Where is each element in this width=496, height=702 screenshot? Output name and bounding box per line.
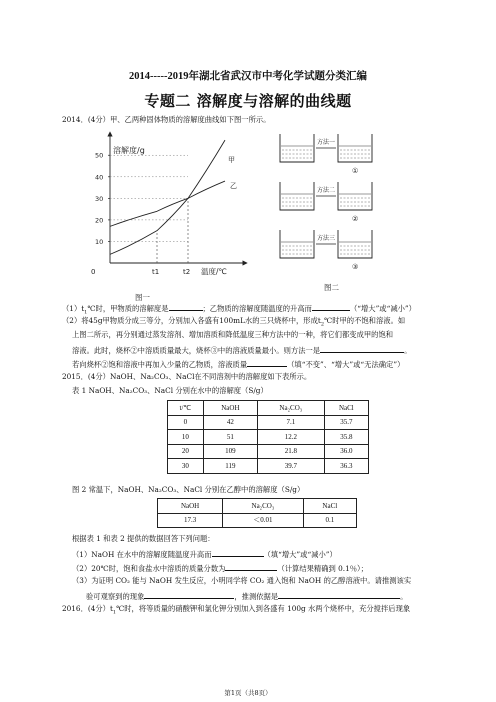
table-row — [168, 444, 369, 459]
series-line-yi — [110, 181, 225, 226]
question-2014-2: （2）将45g甲物质分成三等分，分别加入各盛有100mL水的三只烧杯中，形成$t_2℃$时甲的不饱和溶液。如 — [62, 316, 406, 328]
table-cell: 17.3 — [158, 513, 223, 528]
table-cell: 109 — [203, 444, 257, 459]
question-2015-3: （3）为证明 CO₂ 能与 NaOH 发生反应，小明同学将 CO₂ 通入饱和 NaOH 的乙醇溶液中。请推测该实 — [72, 576, 412, 585]
table-row — [168, 430, 369, 445]
page-footer: 第1页（共8页） — [224, 689, 272, 697]
solubility-chart — [75, 128, 250, 303]
question-2015-lead: 根据表 1 和表 2 提供的数据回答下列问题： — [72, 534, 215, 543]
figure-1-caption: 图一 — [135, 293, 150, 302]
question-2015-intro: 2015．(4分）NaOH、Na₂CO₃、NaCl在不同溶剂中的溶解度如下表所示。 — [62, 372, 312, 381]
table-cell: NaOH — [158, 499, 223, 514]
question-2014-2-line5: 若向烧杯②饱和溶液中再加入少量的乙物质，溶液质量 （填“不变”、“增大”或“无法确定”） — [72, 360, 405, 369]
table-cell: t/℃ — [168, 401, 204, 416]
y-tick-label: 40 — [95, 173, 104, 182]
beaker-label-2: ② — [352, 215, 359, 223]
table-cell: 42 — [203, 415, 257, 430]
table-cell: Na₂CO₃ — [257, 401, 324, 416]
question-2014-2-line4: 溶液。此时，烧杯②中溶质质量最大，烧杯③中的溶液质量最小。则方法一是 。 — [72, 346, 412, 355]
document-title: 2014-----2019年湖北省武汉市中考化学试题分类汇编 — [129, 71, 367, 82]
method-1-label: 方法一 — [317, 139, 336, 146]
table-cell: 7.1 — [257, 415, 324, 430]
table-cell: 30 — [168, 459, 204, 474]
table-cell: 0.1 — [303, 513, 356, 528]
table-cell: NaCl — [303, 499, 356, 514]
table-2-header — [158, 499, 357, 514]
table-cell: NaOH — [203, 401, 257, 416]
question-2014-2-line3: 上图二所示，再分别通过蒸发溶剂、增加溶质和降低温度三种方法中的一种，将它们都变成甲的饱和 — [72, 330, 394, 339]
beaker-diagram — [272, 130, 382, 295]
x-tick-label: t1 — [152, 268, 160, 276]
question-2015-1: （1）NaOH 在水中的溶解度随温度升高而 （填“增大”或“减小”） — [72, 550, 337, 559]
series-line-jia — [110, 140, 225, 254]
question-2015-2: （2）20℃时，饱和食盐水中溶质的质量分数为 （计算结果精确到 0.1％）； — [72, 564, 368, 573]
table-cell: 39.7 — [257, 459, 324, 474]
table-cell: 20 — [168, 444, 204, 459]
y-tick-label: 20 — [95, 216, 104, 225]
y-axis-label: 溶解度/g — [113, 146, 145, 155]
question-2015-3-line2: 验可观察到的现象 ，推测依据是 。 — [86, 592, 408, 601]
table-cell: 119 — [203, 459, 257, 474]
table-cell: Na₂CO₃ — [223, 499, 303, 514]
table-cell: 12.2 — [257, 430, 324, 445]
table-1 — [167, 400, 369, 474]
table-1-caption: 表 1 NaOH、Na₂CO₃、NaCl 分别在水中的溶解度（S/g） — [72, 386, 268, 395]
method-2-label: 方法二 — [317, 187, 336, 194]
table-cell: 36.0 — [324, 444, 368, 459]
table-2 — [157, 498, 357, 528]
table-cell: 0 — [168, 415, 204, 430]
beaker-3 — [280, 230, 372, 271]
table-cell: 36.3 — [324, 459, 368, 474]
series-label-yi: 乙 — [230, 182, 237, 190]
table-cell: 10 — [168, 430, 204, 445]
y-tick-label: 50 — [95, 151, 104, 160]
series-label-jia: 甲 — [228, 156, 235, 164]
question-2014-1: $(1)t_1℃$时，甲物质的溶解度是 ；乙物质的溶解度随温度的升高而 （“增大”或“减小”） — [62, 304, 416, 316]
beaker-label-1: ① — [352, 167, 359, 175]
table-cell: ＜0.01 — [223, 513, 303, 528]
table-cell: 51 — [203, 430, 257, 445]
table-cell: 21.8 — [257, 444, 324, 459]
x-tick-label: 0 — [91, 268, 96, 276]
y-tick-label: 30 — [95, 194, 104, 203]
table-1-header — [168, 401, 369, 416]
table-cell: 35.8 — [324, 430, 368, 445]
table-row — [168, 415, 369, 430]
table-row — [168, 459, 369, 474]
beaker-label-3: ③ — [352, 263, 359, 271]
x-axis-label: 温度/℃ — [201, 267, 227, 276]
table-2-caption: 图 2 常温下，NaOH、Na₂CO₃、NaCl 分别在乙醇中的溶解度（S/g） — [72, 485, 305, 494]
section-title: 专题二 溶解度与溶解的曲线题 — [144, 92, 352, 110]
figure-2-caption: 图二 — [324, 283, 339, 292]
x-tick-label: t2 — [183, 268, 191, 276]
table-row — [158, 513, 357, 528]
table-cell: NaCl — [324, 401, 368, 416]
question-2014-intro: 2014．(4分）甲、乙两种固体物质的溶解度曲线如下图一所示。 — [62, 115, 271, 124]
beaker-1 — [280, 134, 372, 175]
y-tick-label: 10 — [95, 237, 104, 246]
method-3-label: 方法三 — [317, 235, 336, 242]
question-2016-intro: 2016．(4分）$t_1℃$时，将等质量的硝酸钾和氯化钾分别加入到各盛有 100g 水两个烧杯中，充分搅拌后现象 — [62, 604, 411, 616]
table-cell: 35.7 — [324, 415, 368, 430]
beaker-2 — [280, 182, 372, 223]
